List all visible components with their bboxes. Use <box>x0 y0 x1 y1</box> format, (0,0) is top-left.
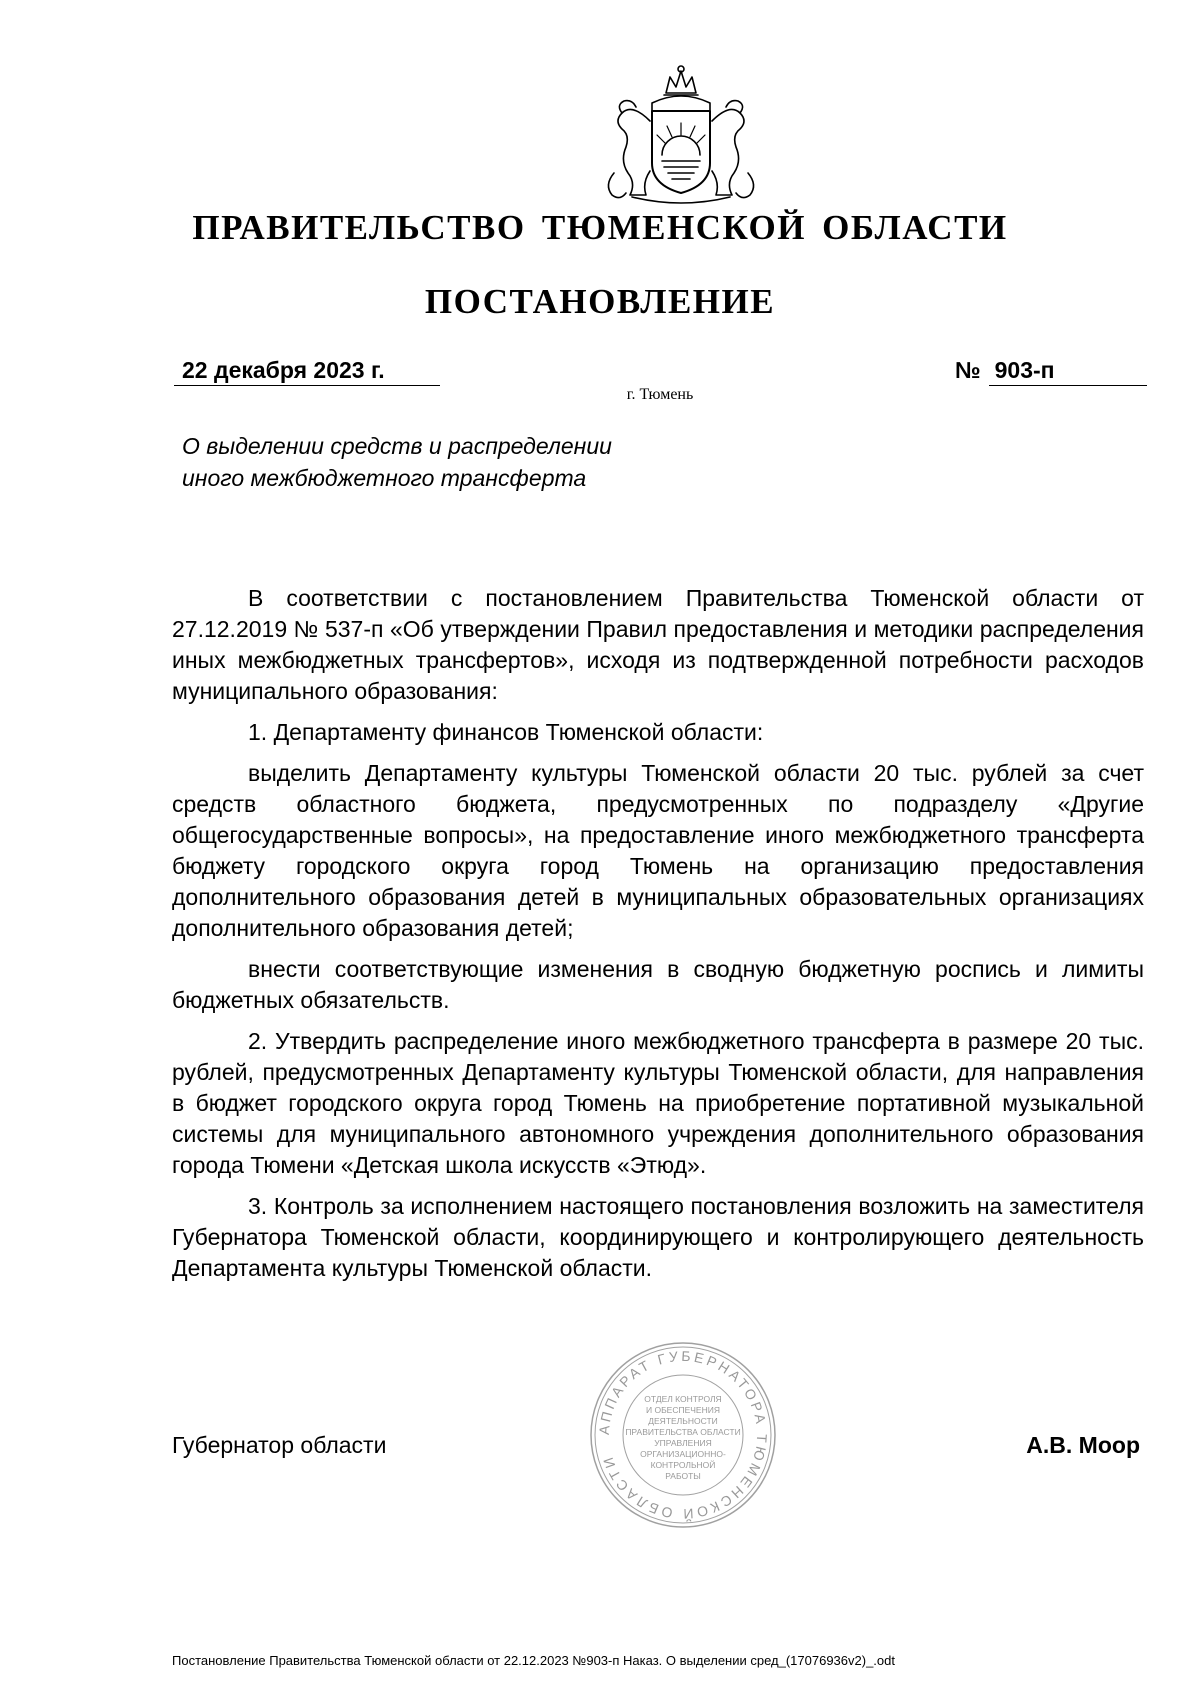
city-line: г. Тюмень <box>626 386 694 403</box>
stamp-inner-line: РАБОТЫ <box>665 1471 701 1481</box>
coat-of-arms-icon <box>592 63 770 205</box>
document-date: 22 декабря 2023 г. <box>174 355 440 386</box>
stamp-inner-line: ДЕЯТЕЛЬНОСТИ <box>648 1416 718 1426</box>
body-paragraph: 3. Контроль за исполнением настоящего постановления возложить на заместителя Губернатора Тюменской области, координирующего и контролирующего деятельность Департамента культуры Тюменской области. <box>172 1193 1144 1281</box>
signatory-role: Губернатор области <box>172 1432 387 1458</box>
file-footer: Постановление Правительства Тюменской области от 22.12.2023 №903-п Наказ. О выделении сред_(17076936v2)_.odt <box>172 1653 895 1668</box>
body-paragraph: 1. Департаменту финансов Тюменской области: <box>248 719 764 745</box>
subject-line-2: иного межбюджетного трансферта <box>182 465 587 491</box>
number-sign: № <box>955 357 981 383</box>
organization-title: ПРАВИТЕЛЬСТВО ТЮМЕНСКОЙ ОБЛАСТИ <box>192 208 1008 247</box>
signatory-name: А.В. Моор <box>1026 1432 1140 1458</box>
stamp-inner-line: ОТДЕЛ КОНТРОЛЯ <box>644 1394 722 1404</box>
document-body <box>172 583 1144 1294</box>
stamp-inner-line: КОНТРОЛЬНОЙ <box>650 1460 716 1470</box>
body-paragraph: внести соответствующие изменения в сводную бюджетную роспись и лимиты бюджетных обязательств. <box>172 956 1144 1013</box>
document-type: ПОСТАНОВЛЕНИЕ <box>424 282 776 321</box>
body-paragraph: выделить Департаменту культуры Тюменской области 20 тыс. рублей за счет средств областного бюджета, предусмотренных по подразделу «Другие общегосударственные вопросы», на предоставление иного межбюджетного трансферта бюджету городского округа город Тюмень на организацию предоставления дополнительного образования детей в муниципальных образовательных организациях дополнительного образования детей; <box>172 760 1144 941</box>
official-stamp-icon <box>588 1340 778 1530</box>
stamp-inner-line: И ОБЕСПЕЧЕНИЯ <box>646 1405 720 1415</box>
document-number-field <box>955 355 1147 386</box>
document-number: 903-п <box>989 355 1147 386</box>
stamp-inner-line: ПРАВИТЕЛЬСТВА ОБЛАСТИ <box>625 1427 741 1437</box>
stamp-outer-text: АППАРАТ ГУБЕРНАТОРА ТЮМЕНСКОЙ ОБЛАСТИ <box>595 1347 771 1523</box>
document-subject <box>182 430 612 494</box>
body-paragraph: 2. Утвердить распределение иного межбюджетного трансферта в размере 20 тыс. рублей, предусмотренных Департаменту культуры Тюменской области, для направления в бюджет городского округа город Тюмень на приобретение портативной музыкальной системы для муниципального автономного учреждения дополнительного образования города Тюмени «Детская школа искусств «Этюд». <box>172 1028 1144 1178</box>
stamp-inner-line: ОРГАНИЗАЦИОННО- <box>640 1449 726 1459</box>
stamp-inner-line: УПРАВЛЕНИЯ <box>654 1438 712 1448</box>
subject-line-1: О выделении средств и распределении <box>182 433 612 459</box>
body-paragraph: В соответствии с постановлением Правительства Тюменской области от 27.12.2019 № 537-п «Об утверждении Правил предоставления и методики распределения иных межбюджетных трансфертов», исходя из подтвержденной потребности расходов муниципального образования: <box>172 585 1144 704</box>
